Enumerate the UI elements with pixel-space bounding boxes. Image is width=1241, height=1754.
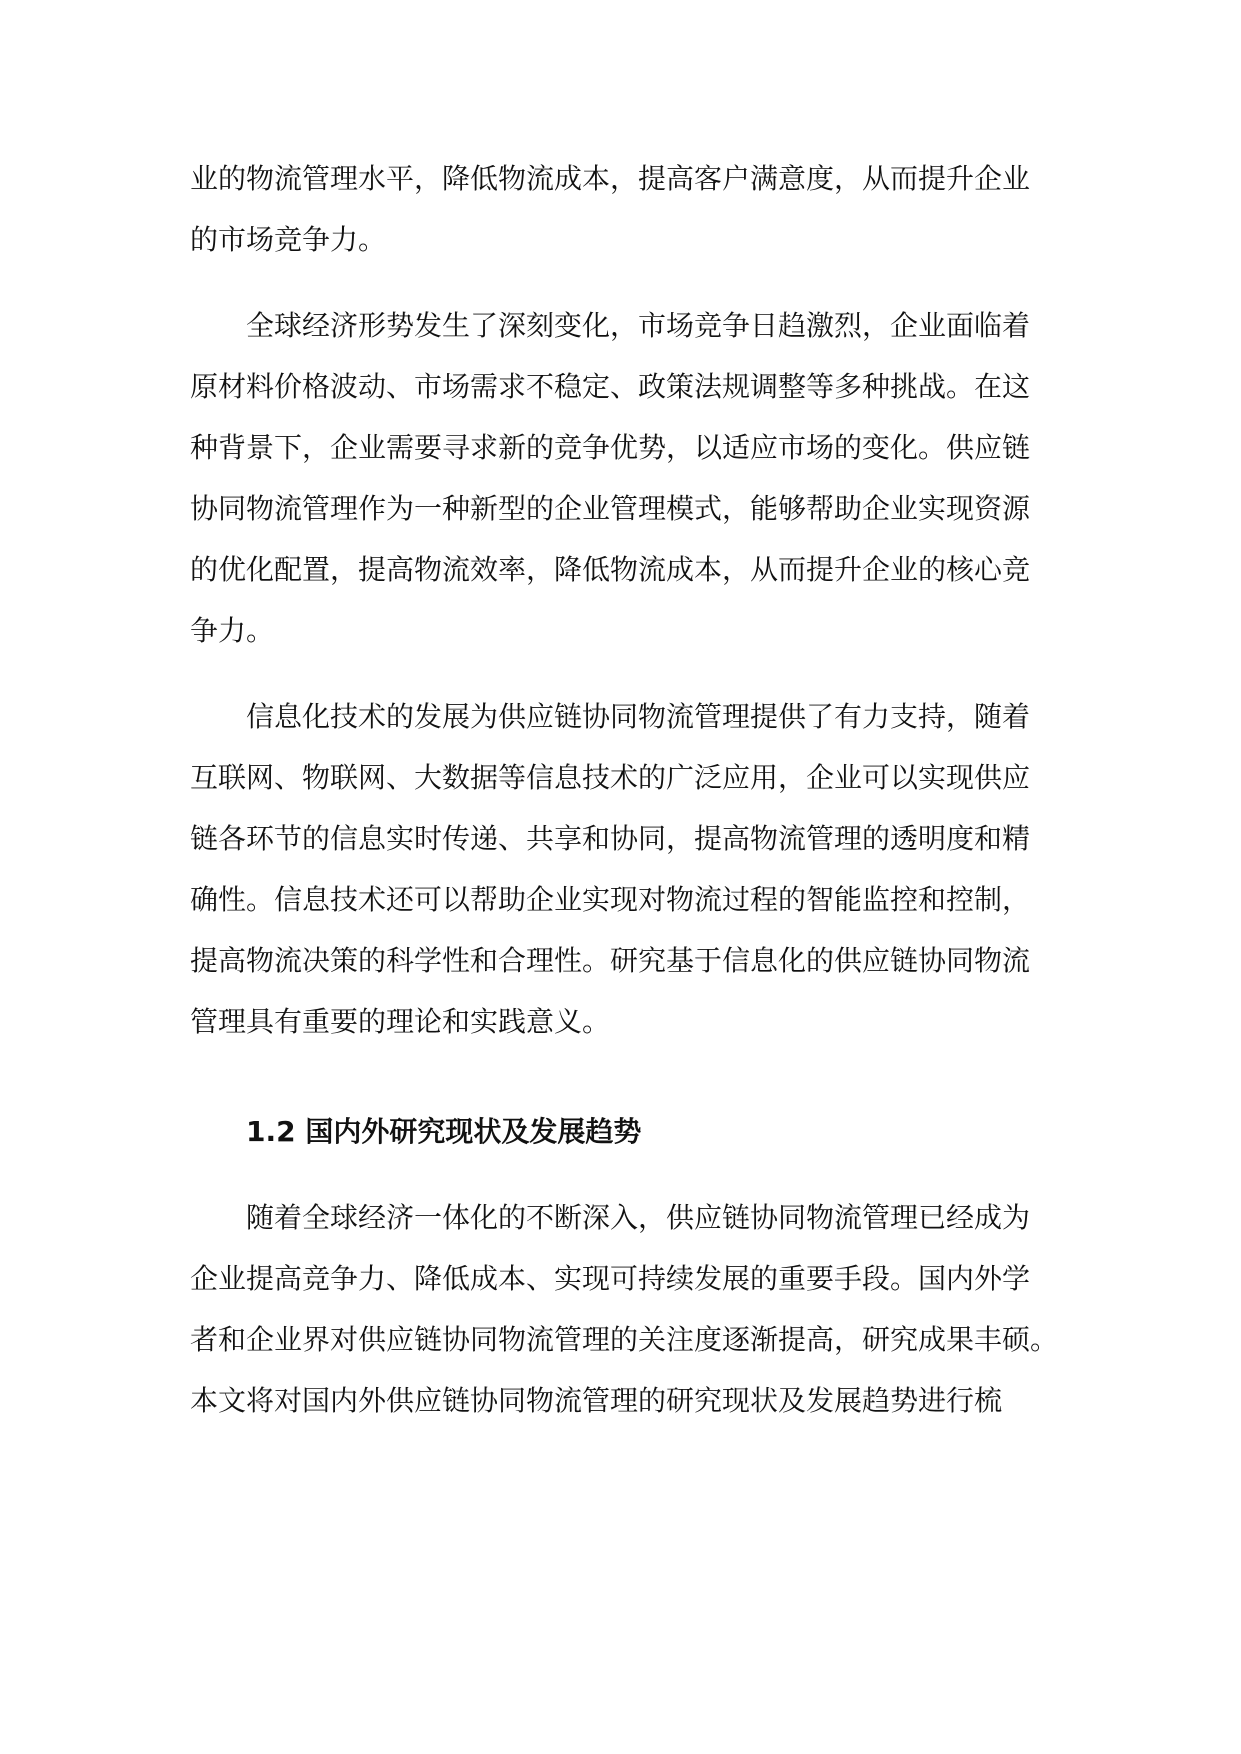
text-line: 管理具有重要的理论和实践意义。 xyxy=(190,1005,611,1038)
text-line: 链各环节的信息实时传递、共享和协同，提高物流管理的透明度和精 xyxy=(190,822,1031,855)
text-line: 的优化配置，提高物流效率，降低物流成本，从而提升企业的核心竞 xyxy=(190,553,1031,586)
text-line: 确性。信息技术还可以帮助企业实现对物流过程的智能监控和控制， xyxy=(190,883,1031,916)
paragraph-1 xyxy=(190,148,1056,270)
text-line: 协同物流管理作为一种新型的企业管理模式，能够帮助企业实现资源 xyxy=(190,492,1031,525)
text-line: 种背景下，企业需要寻求新的竞争优势，以适应市场的变化。供应链 xyxy=(190,431,1031,464)
text-line: 企业提高竞争力、降低成本、实现可持续发展的重要手段。国内外学 xyxy=(190,1262,1031,1295)
text-line: 原材料价格波动、市场需求不稳定、政策法规调整等多种挑战。在这 xyxy=(190,370,1031,403)
section-heading: 1.2 国内外研究现状及发展趋势 xyxy=(246,1115,642,1148)
paragraph-2 xyxy=(190,295,1056,661)
text-line: 争力。 xyxy=(190,614,275,647)
text-line: 全球经济形势发生了深刻变化，市场竞争日趋激烈，企业面临着 xyxy=(246,309,1031,342)
text-line: 本文将对国内外供应链协同物流管理的研究现状及发展趋势进行梳 xyxy=(190,1384,1003,1417)
text-line: 的市场竞争力。 xyxy=(190,223,387,256)
text-line: 互联网、物联网、大数据等信息技术的广泛应用，企业可以实现供应 xyxy=(190,761,1031,794)
text-line: 随着全球经济一体化的不断深入，供应链协同物流管理已经成为 xyxy=(246,1201,1031,1234)
text-line: 提高物流决策的科学性和合理性。研究基于信息化的供应链协同物流 xyxy=(190,944,1031,977)
paragraph-3 xyxy=(190,686,1056,1052)
document-body xyxy=(190,148,1059,1431)
text-line: 业的物流管理水平，降低物流成本，提高客户满意度，从而提升企业 xyxy=(190,162,1031,195)
paragraph-4 xyxy=(190,1187,1059,1431)
text-line: 者和企业界对供应链协同物流管理的关注度逐渐提高，研究成果丰硕。 xyxy=(190,1323,1059,1356)
text-line: 信息化技术的发展为供应链协同物流管理提供了有力支持，随着 xyxy=(246,700,1031,733)
